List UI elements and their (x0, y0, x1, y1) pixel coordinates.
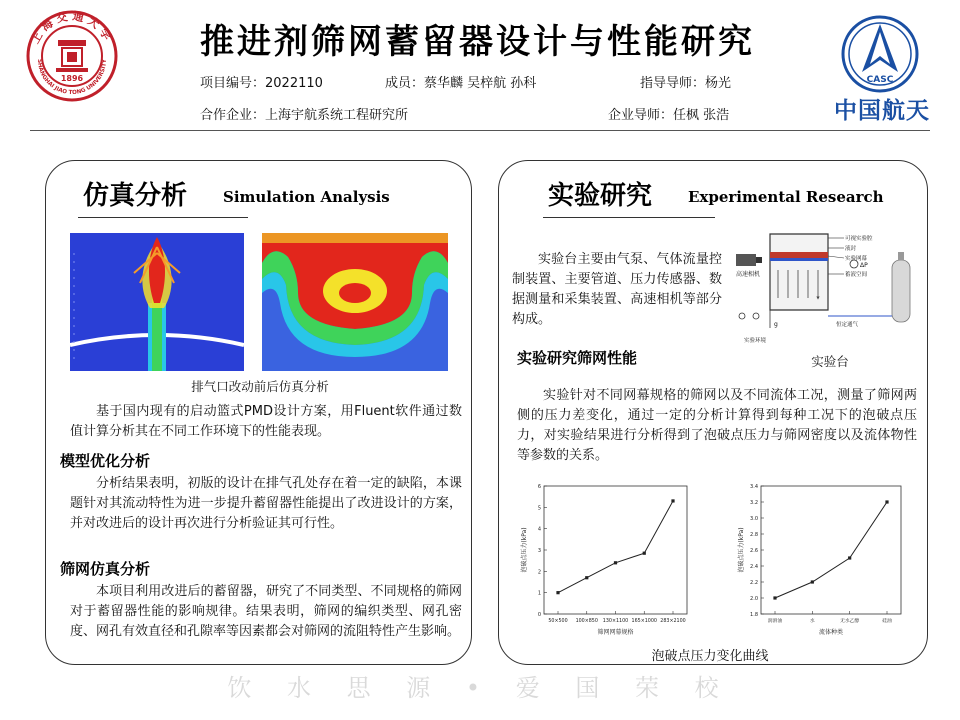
series-line (775, 502, 887, 598)
model-optimization-heading: 模型优化分析 (60, 452, 151, 470)
y-tick-label: 1 (537, 590, 541, 597)
y-axis-label: 泡破点压力(kPa) (738, 527, 745, 573)
x-tick-label: 130×1100 (602, 619, 629, 624)
x-tick-label: 润滑油 (767, 619, 783, 624)
seal-year: 1896 (60, 74, 84, 83)
x-axis-label: 流体种类 (818, 629, 844, 636)
simulation-intro: 基于国内现有的启动篮式PMD设计方案，用Fluent软件通过数值计算分析其在不同工作环境下的性能表现。 (70, 404, 462, 439)
data-point (671, 499, 674, 502)
data-point (643, 552, 646, 555)
simulation-title: 仿真分析 (83, 181, 188, 211)
experiment-title-en: Experimental Research (688, 188, 884, 206)
test-rig-schematic (732, 224, 918, 348)
screen-simulation-heading: 筛网仿真分析 (60, 560, 151, 578)
header-divider (30, 130, 930, 131)
y-tick-label: 2 (537, 569, 541, 576)
bubble-point-vs-fluid-chart (735, 478, 907, 640)
x-tick-label: 硅油 (882, 619, 892, 624)
data-point (585, 576, 588, 579)
simulation-image-before (70, 233, 244, 371)
y-tick-label: 3 (537, 548, 541, 554)
casc-label: CASC (866, 75, 894, 85)
university-seal-icon (26, 10, 118, 102)
x-axis-label: 筛网网幕规格 (597, 629, 634, 636)
experiment-title: 实验研究 (548, 181, 653, 211)
y-tick-label: 2.4 (750, 564, 758, 570)
x-tick-label: 50×500 (548, 619, 568, 624)
y-tick-label: 0 (537, 612, 541, 618)
rig-label-dp: ΔP (860, 262, 868, 269)
seal-ring-text: SHANGHAI JIAO TONG UNIVERSITY (35, 58, 109, 97)
team-members: 成员：蔡华麟 吴梓航 孙科 (385, 76, 537, 91)
rig-label-g: g (774, 321, 778, 328)
rig-label-camera: 高速相机 (736, 271, 761, 278)
data-point (848, 556, 851, 559)
rig-label-loop: 实验环境 (744, 338, 767, 344)
casc-emblem-icon (840, 14, 920, 94)
x-tick-label: 283×2100 (660, 619, 686, 624)
company-mentor: 企业导师：任枫 张浩 (608, 108, 730, 123)
y-tick-label: 3.4 (750, 484, 758, 490)
simulation-title-en: Simulation Analysis (223, 188, 390, 206)
y-tick-label: 3.2 (750, 500, 758, 506)
rig-label-window: 可视实验腔 (845, 236, 873, 242)
data-point (811, 580, 814, 583)
simulation-image-after (262, 233, 448, 371)
y-tick-label: 3.0 (750, 516, 758, 522)
y-tick-label: 1.8 (750, 612, 758, 618)
data-point (614, 561, 617, 564)
screen-performance-text: 实验针对不同网幕规格的筛网以及不同流体工况，测量了筛网两侧的压力差变化，通过一定的分析计算得到每种工况下的泡破点压力，对实验结果进行分析得到了泡破点压力与筛网密度以及流体物性等参数的关系。 (517, 388, 917, 463)
data-point (556, 591, 559, 594)
model-optimization-text: 分析结果表明，初版的设计在排气孔处存在着一定的缺陷，本课题针对其流动特性为进一步提升蓄留器性能提出了改进设计的方案，并对改进后的设计再次进行分析验证其可行性。 (70, 476, 462, 531)
bubble-point-vs-mesh-chart (518, 478, 693, 640)
screen-performance-heading: 实验研究筛网性能 (517, 349, 638, 367)
charts-caption: 泡破点压力变化曲线 (651, 649, 769, 664)
data-point (773, 596, 776, 599)
data-point (885, 500, 888, 503)
series-line (558, 501, 673, 593)
rig-caption: 实验台 (811, 354, 849, 369)
rig-label-screen: 实验网幕 (845, 256, 868, 262)
x-tick-label: 无水乙醇 (840, 619, 860, 624)
advisor: 指导导师：杨光 (640, 76, 732, 91)
x-tick-label: 水 (809, 619, 815, 624)
experiment-intro: 实验台主要由气泵、气体流量控制装置、主要管道、压力传感器、数据测量和采集装置、高速相机等部分构成。 (512, 252, 722, 327)
screen-simulation-text: 本项目利用改进后的蓄留器，研究了不同类型、不同规格的筛网对于蓄留器性能的影响规律。结果表明，筛网的编织类型、网孔密度、网孔有效直径和孔隙率等因素都会对筛网的流阻特性产生影响。 (70, 584, 462, 639)
y-tick-label: 2.6 (750, 548, 758, 554)
rig-label-gas: 恒定通气 (836, 322, 859, 328)
brand-name: 中国航天 (834, 98, 930, 124)
y-tick-label: 5 (537, 505, 541, 512)
simulation-image-caption: 排气口改动前后仿真分析 (191, 379, 329, 394)
x-tick-label: 165×1000 (631, 619, 657, 624)
rig-label-cavity: 蓄液空间 (845, 272, 868, 278)
school-motto-watermark: 饮 水 思 源 • 爱 国 荣 校 (227, 674, 733, 702)
chart-frame (544, 486, 687, 614)
y-tick-label: 4 (537, 526, 541, 533)
simulation-title-rule (78, 217, 248, 218)
y-axis-label: 泡破点压力(kPa) (521, 527, 528, 573)
y-tick-label: 2.8 (750, 532, 758, 538)
page-title: 推进剂筛网蓄留器设计与性能研究 (200, 22, 755, 62)
project-number: 项目编号：2022110 (200, 76, 323, 91)
x-tick-label: 100×850 (575, 619, 598, 624)
partner-company: 合作企业：上海宇航系统工程研究所 (200, 108, 409, 123)
seal-top-text: 上海交通大学 (28, 10, 116, 46)
rig-label-liquid: 液封 (845, 246, 857, 252)
y-tick-label: 2.2 (750, 580, 758, 586)
y-tick-label: 2.0 (750, 596, 758, 602)
experiment-title-rule (543, 217, 715, 218)
y-tick-label: 6 (537, 484, 541, 490)
